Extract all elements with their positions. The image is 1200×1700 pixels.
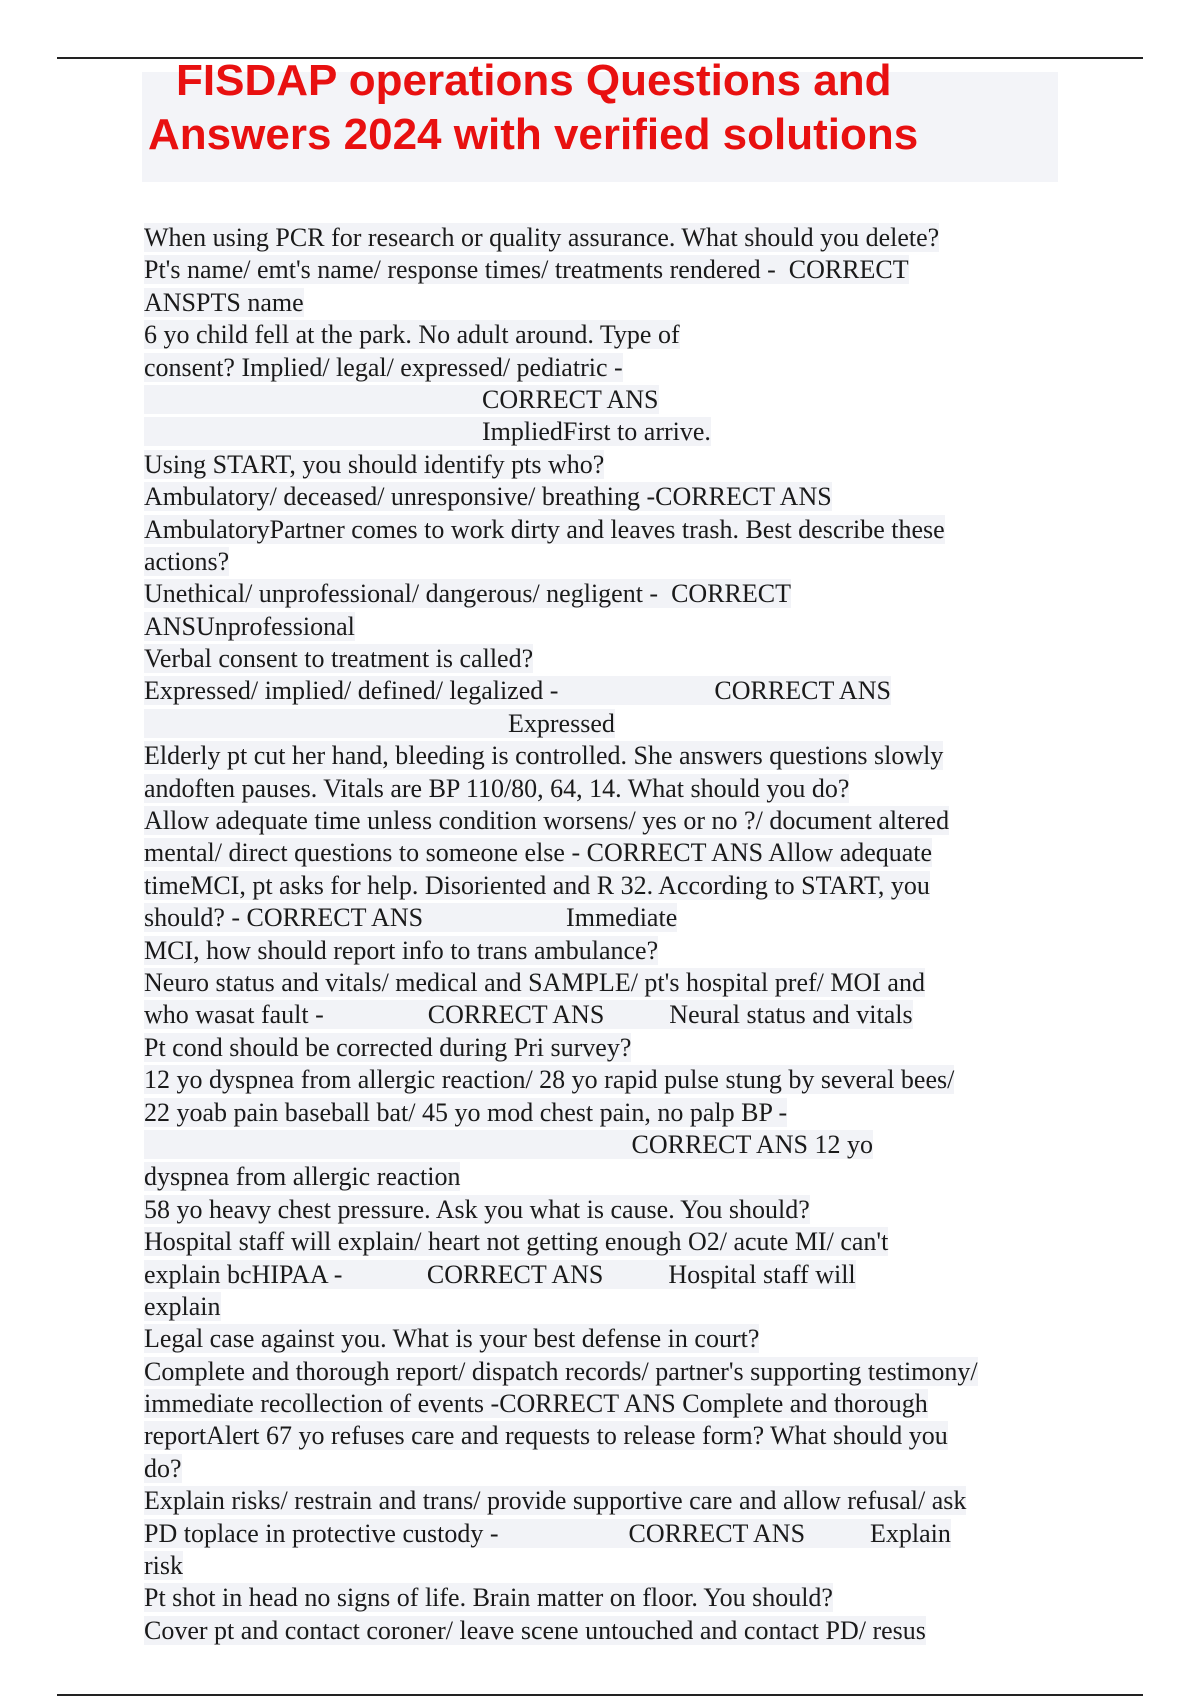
text-line-content: Explain risks/ restrain and trans/ provide supportive care and allow refusal/ ask xyxy=(144,1486,967,1516)
text-line-content: PD toplace in protective custody - CORRECT ANS Explain xyxy=(144,1518,951,1548)
text-line-content: Using START, you should identify pts who? xyxy=(144,449,605,479)
text-line xyxy=(144,481,1144,513)
text-line-content: explain bcHIPAA - CORRECT ANS Hospital staff will xyxy=(144,1259,856,1289)
text-line xyxy=(144,416,1144,448)
text-line xyxy=(144,643,1144,675)
text-line-content: 22 yoab pain baseball bat/ 45 yo mod chest pain, no palp BP - xyxy=(144,1097,788,1127)
text-line xyxy=(144,1582,1144,1614)
text-line xyxy=(144,287,1144,319)
text-line-content: CORRECT ANS 12 yo xyxy=(144,1129,874,1159)
text-line-content: CORRECT ANS xyxy=(144,384,659,414)
text-line-content: reportAlert 67 yo refuses care and requests to release form? What should you xyxy=(144,1421,948,1451)
text-line xyxy=(144,1194,1144,1226)
text-line xyxy=(144,1064,1144,1096)
text-line-content: Pt shot in head no signs of life. Brain matter on floor. You should? xyxy=(144,1583,833,1613)
text-line-content: actions? xyxy=(144,546,230,576)
text-line xyxy=(144,1388,1144,1420)
text-line-content: Verbal consent to treatment is called? xyxy=(144,644,534,674)
text-line xyxy=(144,578,1144,610)
text-line xyxy=(144,1356,1144,1388)
text-line-content: Expressed xyxy=(144,708,615,738)
text-line-content: who wasat fault - CORRECT ANS Neural status and vitals xyxy=(144,1000,913,1030)
text-line-content: ANSPTS name xyxy=(144,287,304,317)
text-line-content: ANSUnprofessional xyxy=(144,611,355,641)
text-line xyxy=(144,1453,1144,1485)
text-line-content: risk xyxy=(144,1551,183,1581)
text-line xyxy=(144,611,1144,643)
text-line xyxy=(144,254,1144,286)
text-line xyxy=(144,805,1144,837)
text-line xyxy=(144,1291,1144,1323)
bottom-rule xyxy=(57,1694,1143,1696)
text-line-content: explain xyxy=(144,1291,221,1321)
text-line xyxy=(144,1129,1144,1161)
text-line xyxy=(144,449,1144,481)
text-line-content: Hospital staff will explain/ heart not getting enough O2/ acute MI/ can't xyxy=(144,1227,889,1257)
qa-body xyxy=(144,222,1144,1647)
text-line xyxy=(144,352,1144,384)
text-line-content: should? - CORRECT ANS Immediate xyxy=(144,903,678,933)
text-line-content: MCI, how should report info to trans ambulance? xyxy=(144,935,659,965)
text-line xyxy=(144,870,1144,902)
text-line xyxy=(144,837,1144,869)
text-line-content: Ambulatory/ deceased/ unresponsive/ breathing -CORRECT ANS xyxy=(144,482,832,512)
text-line xyxy=(144,675,1144,707)
text-line xyxy=(144,935,1144,967)
text-line-content: Legal case against you. What is your best defense in court? xyxy=(144,1324,760,1354)
text-line-content: Pt cond should be corrected during Pri survey? xyxy=(144,1032,632,1062)
text-line-content: 12 yo dyspnea from allergic reaction/ 28 yo rapid pulse stung by several bees/ xyxy=(144,1065,955,1095)
text-line xyxy=(144,740,1144,772)
text-line-content: Unethical/ unprofessional/ dangerous/ negligent - CORRECT xyxy=(144,579,791,609)
text-line xyxy=(144,1550,1144,1582)
text-line-content: immediate recollection of events -CORRECT ANS Complete and thorough xyxy=(144,1389,928,1419)
text-line-content: Expressed/ implied/ defined/ legalized - CORRECT ANS xyxy=(144,676,891,706)
text-line-content: Neuro status and vitals/ medical and SAMPLE/ pt's hospital pref/ MOI and xyxy=(144,967,925,997)
text-line xyxy=(144,999,1144,1031)
text-line xyxy=(144,1323,1144,1355)
text-line-content: mental/ direct questions to someone else - CORRECT ANS Allow adequate xyxy=(144,838,933,868)
text-line-content: When using PCR for research or quality assurance. What should you delete? xyxy=(144,223,940,252)
text-line-content: Complete and thorough report/ dispatch records/ partner's supporting testimony/ xyxy=(144,1356,978,1386)
text-line xyxy=(144,1615,1144,1647)
document-title-line-1: FISDAP operations Questions and xyxy=(176,56,892,105)
text-line xyxy=(144,1032,1144,1064)
text-line-content: ImpliedFirst to arrive. xyxy=(144,417,711,447)
text-line-content: Pt's name/ emt's name/ response times/ treatments rendered - CORRECT xyxy=(144,255,909,285)
text-line xyxy=(144,902,1144,934)
text-line-content: AmbulatoryPartner comes to work dirty and leaves trash. Best describe these xyxy=(144,514,945,544)
text-line-content: 58 yo heavy chest pressure. Ask you what is cause. You should? xyxy=(144,1194,810,1224)
text-line-content: do? xyxy=(144,1453,182,1483)
text-line xyxy=(144,384,1144,416)
text-line xyxy=(144,967,1144,999)
text-line xyxy=(144,1485,1144,1517)
text-line-content: Cover pt and contact coroner/ leave scene untouched and contact PD/ resus xyxy=(144,1615,926,1645)
text-line xyxy=(144,222,1144,254)
text-line-content: Elderly pt cut her hand, bleeding is controlled. She answers questions slowly xyxy=(144,741,944,771)
text-line xyxy=(144,546,1144,578)
text-line xyxy=(144,514,1144,546)
text-line xyxy=(144,1259,1144,1291)
text-line-content: Allow adequate time unless condition worsens/ yes or no ?/ document altered xyxy=(144,806,950,836)
text-line-content: 6 yo child fell at the park. No adult around. Type of xyxy=(144,320,680,350)
text-line xyxy=(144,1518,1144,1550)
text-line xyxy=(144,1420,1144,1452)
text-line xyxy=(144,773,1144,805)
text-line xyxy=(144,319,1144,351)
text-line-content: andoften pauses. Vitals are BP 110/80, 64, 14. What should you do? xyxy=(144,773,850,803)
text-line xyxy=(144,1097,1144,1129)
text-line xyxy=(144,708,1144,740)
document-title-line-2: Answers 2024 with verified solutions xyxy=(148,110,919,159)
text-line xyxy=(144,1226,1144,1258)
text-line-content: consent? Implied/ legal/ expressed/ pediatric - xyxy=(144,352,623,382)
text-line xyxy=(144,1161,1144,1193)
text-line-content: dyspnea from allergic reaction xyxy=(144,1162,461,1192)
text-line-content: timeMCI, pt asks for help. Disoriented and R 32. According to START, you xyxy=(144,870,930,900)
